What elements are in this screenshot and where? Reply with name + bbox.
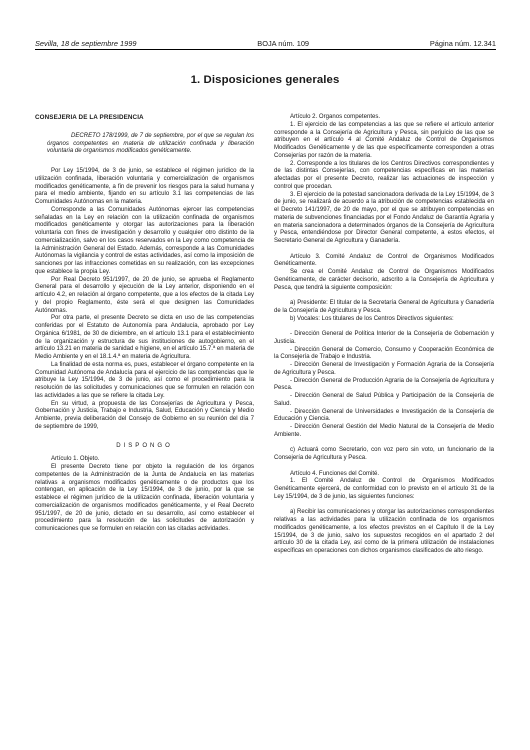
section-title: 1. Disposiciones generales: [190, 74, 340, 86]
article-3-item-b: b) Vocales: Los titulares de los Centros Directivos siguientes:: [290, 315, 454, 322]
right-column: [274, 114, 494, 556]
spacer: [274, 292, 494, 300]
article-4-paragraph-1: 1. El Comité Andaluz de Control de Organismos Modificados Genéticamente ejercerá, de conformidad con lo previsto en el artículo 31 de la Ley 15/1994, de 3 de junio, las siguientes funciones:: [274, 478, 494, 500]
spacer: [274, 246, 494, 254]
paragraph: Por Ley 15/1994, de 3 de junio, se establece el régimen jurídico de la utilización confinada, liberación voluntaria y comercialización de organismos modificados genéticamente, a fin de prevenir los riesgos para la salud humana y para el medio ambiente, fijando en su artículo 3.1 las competencias de las Comunidades Autónomas en la materia.: [35, 168, 254, 205]
spacer: [274, 440, 494, 448]
article-4-item-a: a) Recibir las comunicaciones y otorgar las autorizaciones correspondientes relativas a las actividades para la utilización confinada de los organismos modificados genéticamente, a los efectos previstos en el Capítulo II de la Ley 15/1994, de 3 de junio, salvo los supuestos recogidos en el apartado 2 del artículo 30 de la citada Ley, así como de la primera utilización de instalaciones específicas en operaciones con dichos organismos clasificados de alto riesgo.: [274, 509, 495, 554]
article-4-title: Artículo 4. Funciones del Comité.: [290, 470, 380, 477]
paragraph: Corresponde a las Comunidades Autónomas ejercer las competencias señaladas en la Ley en relación con la utilización confinada de organismos modificados genéticamente y otorgar las autorizaciones para la liberación voluntaria con fines de investigación y desarrollo y cualquier otro distinto de la comercialización, salvo en los casos reservados en la Ley como competencia de la Administración General del Estado. Además, corresponde a las Comunidades Autónomas la vigilancia y control de estas actividades, así como la imposición de sanciones por las infracciones cometidas en su realización, con las excepciones que establece la propia Ley.: [35, 206, 254, 275]
article-1-text: El presente Decreto tiene por objeto la regulación de los órganos competentes de la Administración de la Junta de Andalucía en las materias relativas a organismos modificados genéticamente o de productos que los contengan, en aplicación de la Ley 15/1994, de 3 de junio, por la que se establece el régimen jurídico de la utilización confinada, liberación voluntaria y comercialización de organismos modificados genéticamente, y el Real Decreto 951/1997, de 20 de junio, dictado en su desarrollo, así como establecer el procedimiento para la resolución de las solicitudes de autorización y comunicaciones que se formulen en relación con las citadas actividades.: [35, 464, 254, 532]
running-header: [35, 38, 496, 48]
spacer: [274, 463, 494, 471]
spacer: [274, 323, 494, 331]
vocal-item: - Dirección General de Comercio, Consumo y Cooperación Económica de la Consejería de Trabajo e Industria.: [274, 346, 494, 361]
vocal-item: - Dirección General de Universidades e Investigación de la Consejería de Educación y Ciencia.: [274, 408, 494, 423]
article-3-item-a: a) Presidente: El titular de la Secretaría General de Agricultura y Ganadería de la Consejería de Agricultura y Pesca.: [274, 300, 494, 314]
paragraph: En su virtud, a propuesta de las Consejerías de Agricultura y Pesca, Gobernación y Justicia, Trabajo e Industria, Salud, Educación y Ciencia y Medio Ambiente, previa deliberación del Consejo de Gobierno en su reunión del día 7 de septiembre de 1999,: [35, 400, 254, 430]
article-2-title: Artículo 2. Organos competentes.: [290, 114, 381, 120]
article-3-title: Artículo 3. Comité Andaluz de Control de Organismos Modificados Genéticamente.: [274, 253, 494, 268]
paragraph: Por Real Decreto 951/1997, de 20 de junio, se aprueba el Reglamento General para el desarrollo y ejecución de la Ley anterior, disponiendo en el artículo 4.2, en relación al órgano competente, que a los efectos de la citada Ley y del propio Reglamento, éste será el que designen las Comunidades Autónomas.: [35, 276, 254, 314]
header-date: Sevilla, 18 de septiembre 1999: [35, 38, 137, 48]
decree-summary: DECRETO 178/1999, de 7 de septiembre, por el que se regulan los órganos competentes en materia de utilización confinada y liberación voluntaria de organismos modificados genéticamente.: [47, 132, 254, 155]
article-2-paragraph-3: 3. El ejercicio de la potestad sancionadora derivada de la Ley 15/1994, de 3 de junio, se realizará de acuerdo a la atribución de competencias establecida en el Decreto 141/1997, de 20 de mayo, por el que se atribuyen competencias en materia de subvenciones financiadas por el Fondo Andaluz de Garantía Agraria y en materia sancionadora a determinados órganos de la Consejería de Agricultura y Pesca, entendiéndose por Director General competente, a estos efectos, el Secretario General de Agricultura y Ganadería.: [274, 191, 494, 244]
paragraph: La finalidad de esta norma es, pues, establecer el órgano competente en la Comunidad Autónoma de Andalucía para el ejercicio de las competencias que le atribuye la Ley 15/1994, de 3 de junio, así como el procedimiento para la resolución de las solicitudes y comunicaciones que se formulen en relación con las actividades a las que se refiere la citada Ley.: [35, 361, 254, 399]
dispongo-heading: DISPONGO: [116, 442, 173, 449]
vocal-item: - Dirección General de Producción Agraria de la Consejería de Agricultura y Pesca.: [274, 377, 494, 392]
paragraph: Por otra parte, el presente Decreto se dicta en uso de las competencias conferidas por el Estatuto de Autonomía para Andalucía, aprobado por Ley Orgánica 6/1981, de 30 de diciembre, en el artículo 13.1 para el establecimiento de la organización y estructura de sus instituciones de autogobierno, en el artículo 13.21 en materia de sanidad e higiene, en el artículo 15.7.ª en materia de Medio Ambiente y en el 18.1.4.ª en materia de Agricultura.: [35, 315, 254, 360]
article-2-paragraph-2: 2. Corresponde a los titulares de los Centros Directivos correspondientes y de las distintas Consejerías, con competencias específicas en las materias afectadas por el presente Decreto, realizar las actuaciones de inspección y control que procedan.: [274, 160, 494, 190]
header-rule: [35, 49, 496, 50]
spacer: [274, 502, 494, 510]
article-3-paragraph: Se crea el Comité Andaluz de Control de Organismos Modificados Genéticamente, de carácter decisorio, adscrito a la Consejería de Agricultura y Pesca, que tendrá la siguiente composición:: [274, 269, 494, 291]
vocal-item: - Dirección General Gestión del Medio Natural de la Consejería de Medio Ambiente.: [274, 424, 494, 438]
article-1-title: Artículo 1. Objeto.: [51, 456, 100, 463]
vocal-item: - Dirección General de Salud Pública y Participación de la Consejería de Salud.: [274, 393, 494, 407]
vocal-item: - Dirección General de Política Interior de la Consejería de Gobernación y Justicia.: [274, 331, 494, 345]
ministry-heading: CONSEJERIA DE LA PRESIDENCIA: [35, 114, 144, 121]
vocal-item: - Dirección General de Investigación y Formación Agraria de la Consejería de Agricultura y Pesca.: [274, 362, 494, 376]
header-bulletin-number: BOJA núm. 109: [257, 38, 310, 48]
header-page-number: Página núm. 12.341: [429, 38, 496, 48]
article-2-paragraph-1: 1. El ejercicio de las competencias a las que se refiere el artículo anterior corresponde a la Consejería de Agricultura y Pesca, sin perjuicio de las que se atribuyen en el artículo 4 al Comité Andaluz de Control de Organismos Modificados Genéticamente y de las que específicamente corresponden a otras Consejerías por razón de la materia.: [274, 121, 494, 159]
article-3-item-c: c) Actuará como Secretario, con voz pero sin voto, un funcionario de la Consejería de Agricultura y Pesca.: [274, 447, 494, 461]
left-column: [35, 114, 254, 534]
